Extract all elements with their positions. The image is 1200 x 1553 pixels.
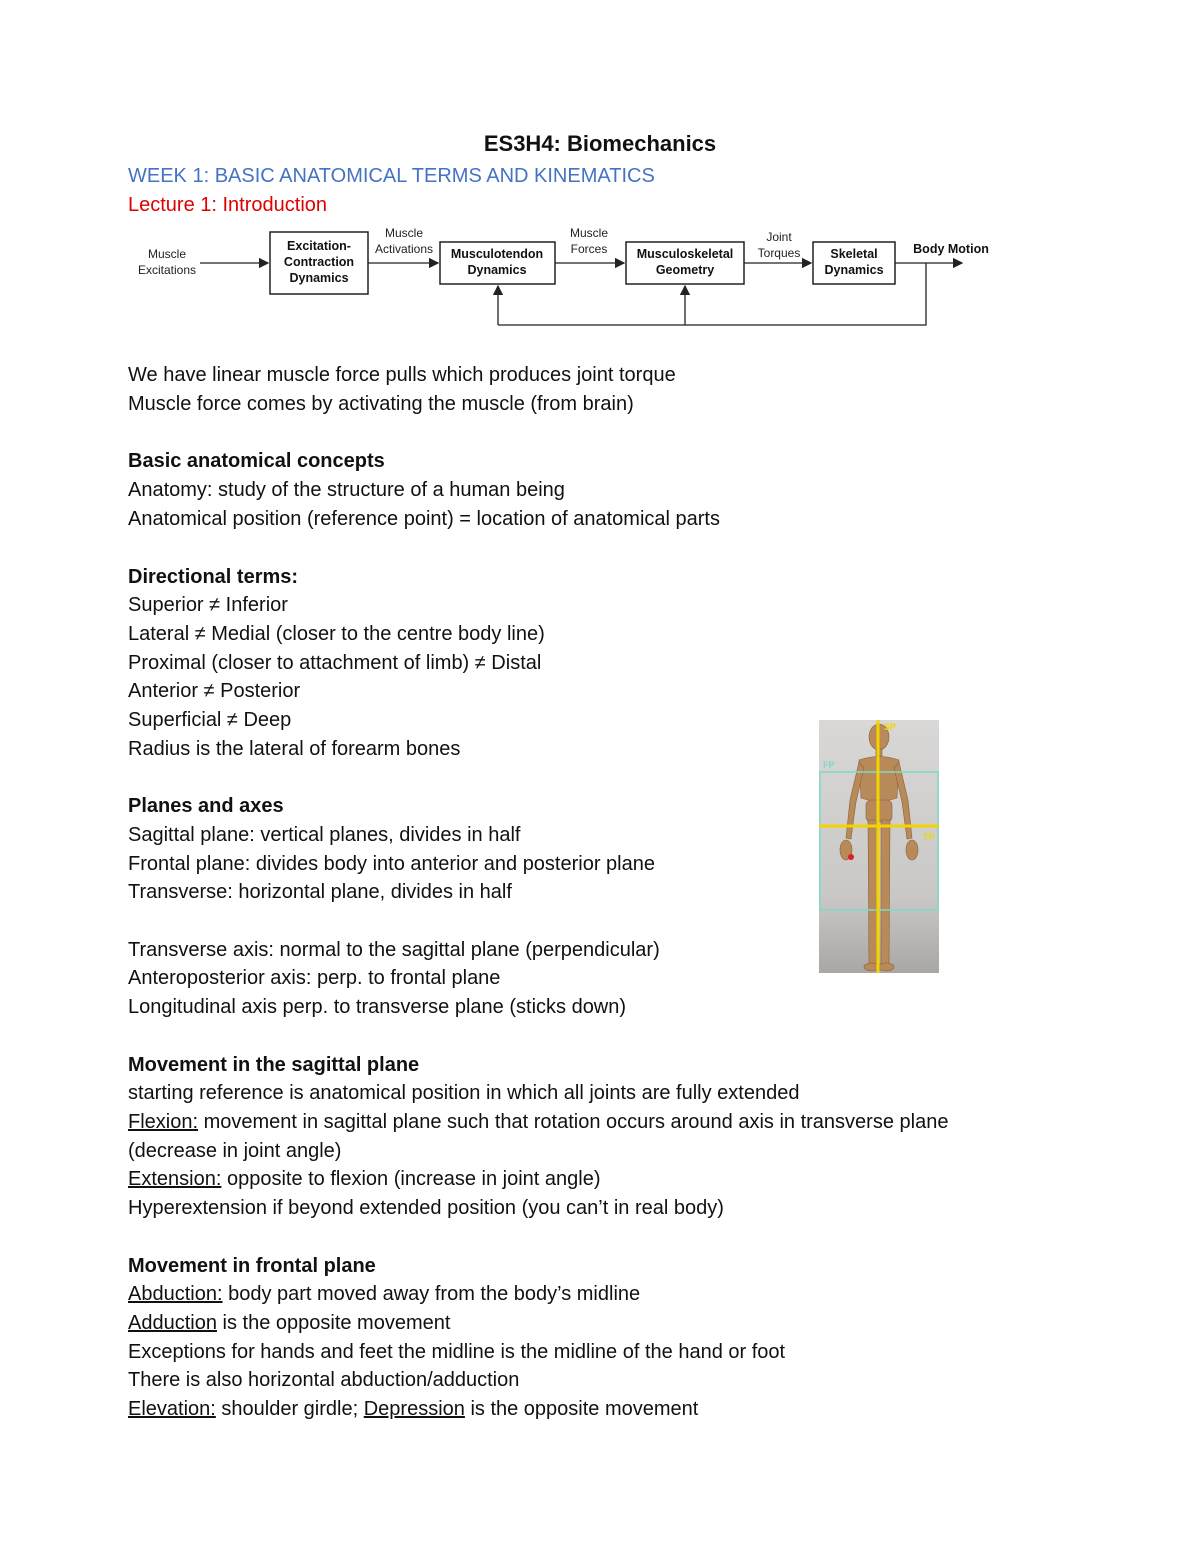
box-musculoskeletal-line: Geometry (655, 263, 715, 277)
depression-text: is the opposite movement (464, 1398, 699, 1420)
input-label: Muscle (147, 247, 187, 261)
axes-line: Anteroposterior axis: perp. to frontal plane (128, 967, 501, 989)
depression-term: Depression (363, 1398, 465, 1420)
forces-label: Muscle (569, 226, 609, 240)
box-musculotendon-line: Dynamics (467, 263, 527, 277)
anatomical-planes-figure (819, 720, 939, 973)
planes-heading: Planes and axes (128, 795, 284, 817)
box-skeletal-line: Skeletal (830, 247, 878, 261)
extension-term: Extension: (128, 1168, 222, 1190)
exceptions-line: Exceptions for hands and feet the midline is the midline of the hand or foot (128, 1341, 786, 1363)
box-excitation-line: Excitation- (287, 239, 351, 253)
axes-line: Longitudinal axis perp. to transverse plane (sticks down) (128, 996, 627, 1018)
directional-line: Superior ≠ Inferior (128, 594, 288, 616)
flexion-text: movement in sagittal plane such that rotation occurs around axis in transverse plane (198, 1111, 949, 1133)
axes-line: Transverse axis: normal to the sagittal plane (perpendicular) (128, 939, 660, 961)
box-skeletal-line: Dynamics (824, 263, 884, 277)
intro-line: Muscle force comes by activating the muscle (from brain) (128, 393, 634, 415)
lecture-heading: Lecture 1: Introduction (128, 194, 328, 216)
basic-line: Anatomical position (reference point) = location of anatomical parts (128, 508, 720, 530)
directional-line: Anterior ≠ Posterior (128, 680, 301, 702)
sagittal-heading: Movement in the sagittal plane (128, 1054, 420, 1076)
hyperextension-line: Hyperextension if beyond extended position (you can’t in real body) (128, 1197, 724, 1219)
box-excitation-line: Dynamics (289, 271, 349, 285)
adduction-text: is the opposite movement (216, 1312, 451, 1334)
activations-label: Activations (374, 242, 434, 256)
box-excitation-line: Contraction (283, 255, 355, 269)
flexion-term: Flexion: (128, 1111, 199, 1133)
intro-line: We have linear muscle force pulls which produces joint torque (128, 364, 676, 386)
directional-line: Superficial ≠ Deep (128, 709, 292, 731)
flexion-cont: (decrease in joint angle) (128, 1140, 342, 1162)
input-label: Excitations (137, 263, 197, 277)
fp-label: FP (823, 760, 835, 770)
planes-line: Frontal plane: divides body into anterior and posterior plane (128, 853, 655, 875)
tp-label: TP (923, 832, 935, 842)
output-label: Body Motion (913, 242, 989, 256)
elevation-term: Elevation: (128, 1398, 216, 1420)
sagittal-line: starting reference is anatomical position in which all joints are fully extended (128, 1082, 800, 1104)
horizontal-line: There is also horizontal abduction/adduction (128, 1369, 520, 1391)
abduction-line (128, 1283, 640, 1306)
box-musculoskeletal-line: Musculoskeletal (636, 247, 734, 261)
torques-label: Torques (757, 246, 801, 260)
adduction-line (128, 1312, 450, 1335)
week-heading: WEEK 1: BASIC ANATOMICAL TERMS AND KINEMATICS (128, 165, 655, 187)
adduction-term: Adduction (128, 1312, 217, 1334)
directional-line: Proximal (closer to attachment of limb) ≠ Distal (128, 652, 542, 674)
extension-line (128, 1168, 601, 1191)
activations-label: Muscle (384, 226, 424, 240)
basic-line: Anatomy: study of the structure of a human being (128, 479, 565, 501)
flexion-line (128, 1111, 948, 1134)
basic-heading: Basic anatomical concepts (128, 450, 385, 472)
muscle-model-block-diagram (0, 220, 1200, 335)
forces-label: Forces (570, 242, 608, 256)
abduction-text: body part moved away from the body’s midline (222, 1283, 641, 1305)
sp-label: SP (884, 722, 897, 732)
directional-heading: Directional terms: (128, 566, 299, 588)
marker-dot (848, 854, 854, 860)
planes-line: Sagittal plane: vertical planes, divides in half (128, 824, 521, 846)
elevation-text: shoulder girdle; (215, 1398, 364, 1420)
document-title: ES3H4: Biomechanics (483, 131, 717, 156)
extension-text: opposite to flexion (increase in joint angle) (221, 1168, 601, 1190)
directional-line: Lateral ≠ Medial (closer to the centre body line) (128, 623, 545, 645)
abduction-term: Abduction: (128, 1283, 223, 1305)
box-musculotendon-line: Musculotendon (450, 247, 544, 261)
directional-line: Radius is the lateral of forearm bones (128, 738, 461, 760)
elevation-line (128, 1398, 698, 1421)
frontal-heading: Movement in frontal plane (128, 1255, 376, 1277)
planes-line: Transverse: horizontal plane, divides in half (128, 881, 512, 903)
torques-label: Joint (766, 230, 792, 244)
